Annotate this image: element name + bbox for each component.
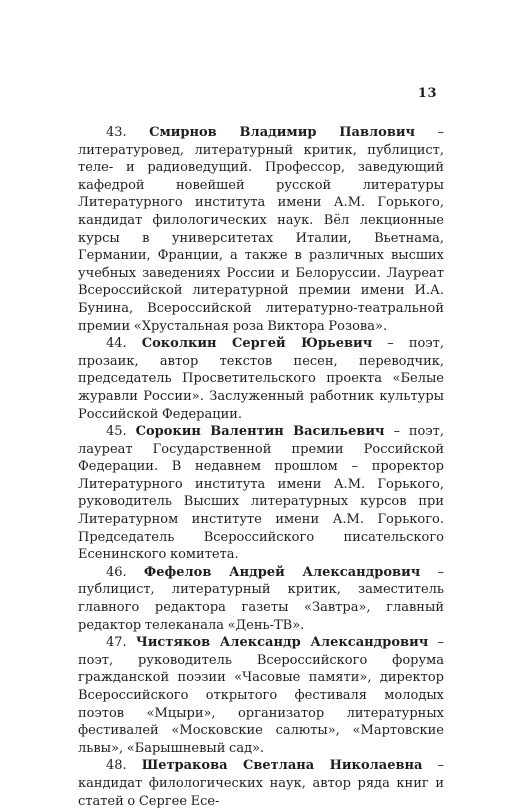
entry-number: 43. [106,125,127,140]
entry-text: – литературовед, литературный критик, публицист, теле- и радиоведущий. Профессор, заведующий кафедрой новейшей русской литературы Литературного института имени А.М. Горького, кандидат филологических наук. Вёл лекционные курсы в университетах Италии, Вьетнама, Германии, Франции, а также в различных высших учебных заведениях России и Белоруссии. Лауреат Всероссийской литературной премии имени И.А. Бунина, Всероссийской литературно-театральной премии «Хрустальная роза Виктора Розова». [78,125,444,334]
entry-name: Фефелов Андрей Александрович [143,564,421,580]
entry-text: – поэт, прозаик, автор текстов песен, переводчик, председатель Просветительского проекта «Белые журавли России». Заслуженный работник культуры Российской Федерации. [78,336,444,422]
entry-text: – публицист, литературный критик, заместитель главного редактора газеты «Завтра», главный редактор телеканала «День-ТВ». [78,564,444,633]
entry-name: Смирнов Владимир Павлович [149,125,416,140]
entry-text: – кандидат филологических наук, автор ряда книг и статей о Сергее Есе- [78,758,444,809]
entry-46 [78,564,444,634]
entry-number: 46. [106,564,127,580]
text-body [78,124,444,810]
entry-48 [78,757,444,810]
entry-43 [78,124,444,335]
entry-name: Соколкин Сергей Юрьевич [141,336,373,352]
entry-name: Шетракова Светлана Николаевна [141,758,423,774]
entry-text: – поэт, руководитель Всероссийского форума гражданской поэзии «Часовые памяти», директор Всероссийского открытого фестиваля молодых поэтов «Мцыри», организатор литературных фестивалей «Московские салюты», «Мартовские львы», «Барышневый сад». [78,635,444,756]
entry-47 [78,634,444,757]
page-number: 13 [417,86,437,101]
entry-44 [78,335,444,423]
entry-number: 47. [106,635,127,651]
entry-name: Сорокин Валентин Васильевич [135,424,385,440]
entry-45 [78,423,444,564]
entry-number: 44. [106,336,127,352]
entry-name: Чистяков Александр Александрович [135,635,429,651]
entry-number: 45. [106,424,127,440]
entry-number: 48. [106,758,127,774]
entry-text: – поэт, лауреат Государственной премии Российской Федерации. В недавнем прошлом – проректор Литературного института имени А.М. Горького, руководитель Высших литературных курсов при Литературном институте имени А.М. Горького. Председатель Всероссийского писательского Есенинского комитета. [78,424,444,563]
